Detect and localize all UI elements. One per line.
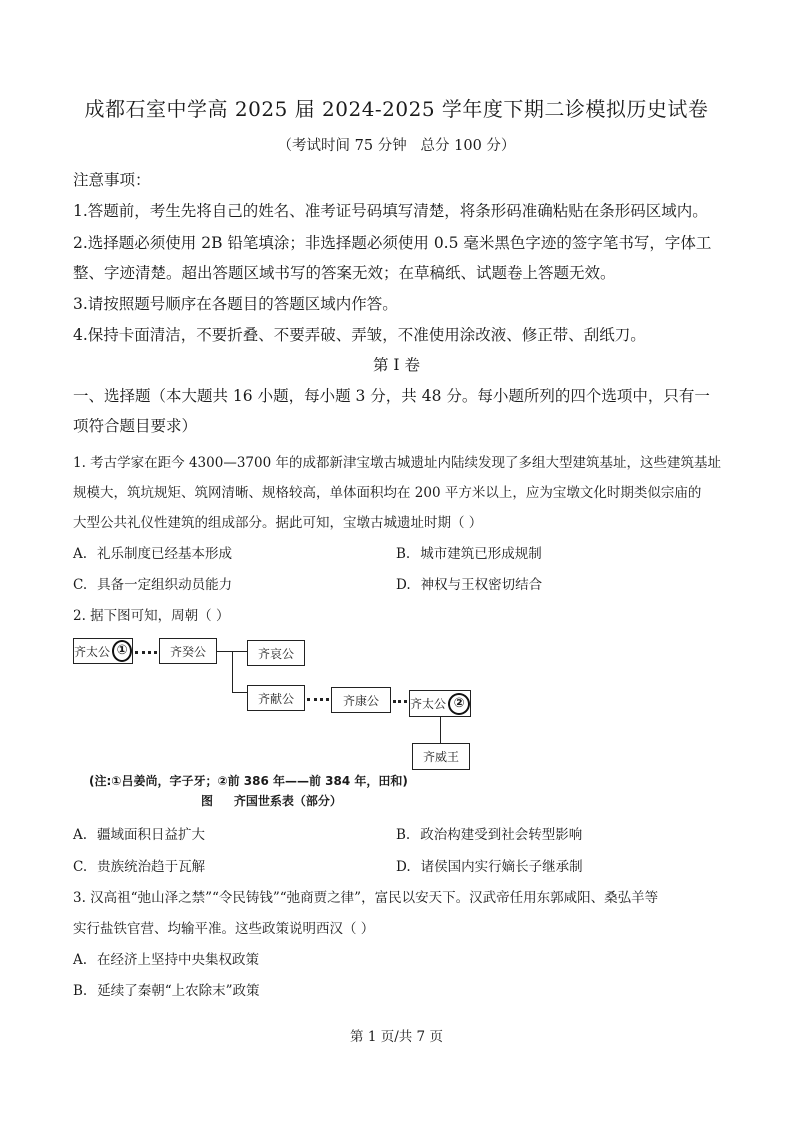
q2-option-b[interactable]: [396, 823, 582, 843]
q2-option-d[interactable]: [396, 855, 583, 875]
circled-one-mark: ①: [112, 640, 132, 662]
q1-option-c[interactable]: [73, 573, 232, 593]
option-letter: A.: [73, 546, 88, 562]
exam-subtitle: （考试时间 75 分钟 总分 100 分）: [277, 138, 516, 154]
q2-option-c[interactable]: [73, 855, 205, 875]
q1-option-d[interactable]: [396, 573, 542, 593]
notice-item: 整、字迹清楚。超出答题区域书写的答案无效；在草稿纸、试题卷上答题无效。: [73, 264, 616, 282]
section-heading-cont: 项符合题目要求）: [73, 417, 198, 435]
q2-stem: 2. 据下图可知，周朝（ ）: [73, 608, 230, 624]
diagram-note: (注:①吕姜尚，字子牙；②前 386 年——前 384 年，田和): [89, 774, 408, 788]
q3-option-a[interactable]: [73, 948, 259, 968]
option-text: 礼乐制度已经基本形成: [97, 546, 233, 562]
option-letter: A.: [73, 827, 88, 843]
page-number: 第 1 页/共 7 页: [350, 1029, 443, 1045]
q3-stem: 实行盐铁官营、均输平准。这些政策说明西汉（ ）: [73, 921, 375, 937]
option-text: 疆域面积日益扩大: [97, 827, 206, 843]
volume-heading: 第 I 卷: [373, 356, 420, 374]
genealogy-diagram: [73, 632, 483, 812]
node-label: 齐哀公: [257, 646, 294, 661]
option-letter: C.: [73, 577, 88, 593]
circled-two-mark: ②: [448, 693, 470, 715]
section-heading: 一、选择题（本大题共 16 小题，每小题 3 分，共 48 分。每小题所列的四个选项中，只有一: [73, 387, 710, 405]
node-kanggong: [331, 687, 391, 713]
option-letter: B.: [396, 827, 411, 843]
node-taigong-1: [73, 638, 133, 664]
option-text: 延续了秦朝“上农除末”政策: [97, 983, 260, 999]
dotted-connector: [307, 698, 329, 701]
notice-heading: 注意事项：: [73, 171, 151, 189]
node-aigong: [247, 640, 305, 666]
option-letter: B.: [396, 546, 411, 562]
connector-line: [232, 651, 233, 692]
node-label: 齐康公: [342, 693, 379, 708]
option-letter: A.: [73, 952, 88, 968]
notice-item: 4.保持卡面清洁，不要折叠、不要弄破、弄皱，不准使用涂改液、修正带、刮纸刀。: [73, 326, 646, 344]
notice-item: 3.请按照题号顺序在各题目的答题区域内作答。: [73, 295, 398, 313]
q1-stem: 大型公共礼仪性建筑的组成部分。据此可知，宝墩古城遗址时期（ ）: [73, 515, 483, 531]
option-letter: C.: [73, 859, 88, 875]
diagram-caption: 图 齐国世系表（部分）: [201, 794, 342, 808]
q1-stem: 规模大，筑坑规矩、筑网清晰、规格较高，单体面积均在 200 平方米以上，应为宝墩文化时期类似宗庙的: [73, 485, 702, 501]
option-text: 政治构建受到社会转型影响: [420, 827, 583, 843]
option-letter: D.: [396, 859, 411, 875]
node-label: 齐癸公: [169, 644, 206, 659]
option-text: 在经济上坚持中央集权政策: [97, 952, 260, 968]
dotted-connector: [393, 700, 407, 703]
option-text: 贵族统治趋于瓦解: [97, 859, 206, 875]
exam-title: 成都石室中学高 2025 届 2024-2025 学年度下期二诊模拟历史试卷: [84, 97, 709, 121]
option-letter: D.: [396, 577, 411, 593]
option-text: 城市建筑已形成规制: [420, 546, 542, 562]
notice-item: 1.答题前，考生先将自己的姓名、准考证号码填写清楚，将条形码准确粘贴在条形码区域内。: [73, 202, 708, 220]
notice-item: 2.选择题必须使用 2B 铅笔填涂；非选择题必须使用 0.5 毫米黑色字迹的签字笔书写，字体工: [73, 234, 712, 252]
node-label: 齐太公: [74, 644, 111, 659]
option-text: 诸侯国内实行嫡长子继承制: [420, 859, 583, 875]
q3-stem: 3. 汉高祖“弛山泽之禁”“令民铸钱”“弛商贾之律”，富民以安天下。汉武帝任用东郭咸阳、桑弘羊等: [73, 890, 659, 906]
option-text: 神权与王权密切结合: [420, 577, 543, 593]
node-label: 齐献公: [257, 691, 294, 706]
connector-line: [232, 692, 247, 693]
q1-option-a[interactable]: [73, 542, 232, 562]
option-letter: B.: [73, 983, 88, 999]
node-label: 齐威王: [422, 750, 459, 764]
q1-option-b[interactable]: [396, 542, 542, 562]
node-label: 齐太公: [410, 697, 447, 711]
node-taigong-2: [409, 690, 471, 717]
node-xiangong: [247, 685, 305, 711]
q2-option-a[interactable]: [73, 823, 205, 843]
q1-stem: 1. 考古学家在距今 4300—3700 年的成都新津宝墩古城遗址内陆续发现了多组大型建筑基址，这些建筑基址: [73, 455, 721, 471]
q3-option-b[interactable]: [73, 979, 260, 999]
connector-line: [440, 717, 441, 743]
node-weiwang: [412, 743, 470, 770]
option-text: 具备一定组织动员能力: [97, 577, 233, 593]
dotted-connector: [135, 651, 157, 654]
node-guigong: [159, 638, 217, 664]
